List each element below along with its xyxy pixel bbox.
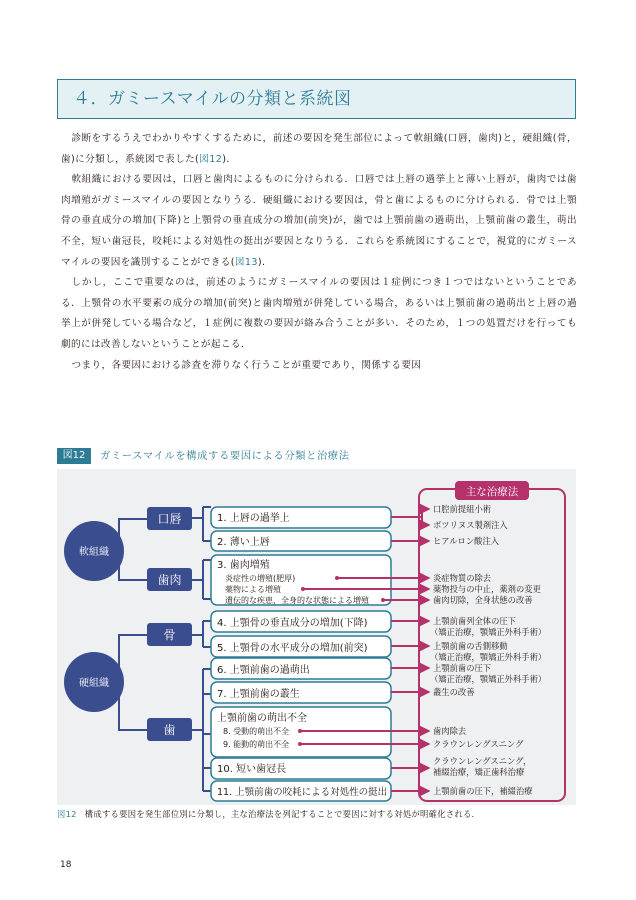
figure-caption (57, 807, 576, 821)
treatment-item: （矯正治療，顎矯正外科手術） (430, 674, 547, 684)
treatment-item: ボツリヌス製剤注入 (433, 520, 508, 530)
factor-3-sub-3: 遺伝的な疾患，全身的な状態による増殖 (225, 596, 369, 605)
tissue-label-hard: 硬組織 (79, 678, 109, 689)
body-text (61, 129, 577, 376)
paragraph-text: 診断をするうえでわかりやすくするために，前述の要因を発生部位によって軟組織(口唇，歯肉)と，硬組織(骨，歯)に分類し，系統図で表した( (61, 133, 577, 165)
site-label-bone: 骨 (163, 628, 176, 642)
treatment-item: 叢生の改善 (433, 687, 475, 697)
site-label-lip: 口唇 (157, 512, 182, 526)
treatment-item: 上顎前歯列全体の圧下 (433, 616, 516, 626)
paragraph-end: )． (222, 153, 237, 165)
treatments-title: 主な治療法 (465, 486, 519, 498)
paragraph: つまり，各要因における診査を滞りなく行うことが重要であり，関係する要因 (71, 359, 422, 371)
treatment-item: 薬物投与の中止，薬剤の変更 (433, 584, 541, 594)
treatment-item: ヒアルロン酸注入 (433, 536, 500, 546)
treatment-item: 補綴治療，矯正歯科治療 (433, 767, 525, 777)
page-number: 18 (60, 860, 72, 870)
factor-8: 8. 受動的萌出不全 (223, 727, 290, 736)
factor-10: 10. 短い歯冠長 (217, 764, 287, 775)
treatment-item: 上顎前歯の圧下 (433, 663, 492, 673)
connector-dot (298, 729, 302, 733)
connector-dot (381, 598, 385, 602)
treatment-item: 炎症物質の除去 (433, 573, 492, 583)
figure-reference[interactable]: 図12 (199, 153, 223, 165)
factor-boxes (211, 507, 391, 801)
treatment-item: （矯正治療，顎矯正外科手術） (430, 627, 547, 637)
paragraph (61, 129, 577, 170)
treatment-item: 歯肉切除，全身状態の改善 (433, 595, 533, 605)
figure-title: ガミースマイルを構成する要因による分類と治療法 (100, 450, 350, 462)
factor-2: 2. 薄い上唇 (217, 537, 270, 548)
treatment-item: クラウンレングスニング (433, 739, 524, 749)
treatment-item: 歯肉除去 (433, 726, 467, 736)
factor-5: 5. 上顎骨の水平成分の増加(前突) (217, 643, 368, 654)
section-title: ４．ガミースマイルの分類と系統図 (57, 79, 576, 119)
paragraph-text: 軟組織における要因は，口唇と歯肉によるものに分けられる．口唇では上唇の過挙上と薄い上唇が，歯肉では歯肉増殖がガミースマイルの要因となりうる．硬組織における要因は，骨と歯によるものに分けられる．骨では上顎骨の垂直成分の増加(下降)と上顎骨の垂直成分の増加(前突)が，歯では上顎前歯の過萌出，上顎前歯の叢生，萌出不全，短い歯冠長，咬耗による対処性の挺出が要因となりうる．これらを系統図にすることで，視覚的にガミースマイルの要因を識別することができる( (61, 174, 577, 268)
factor-1: 1. 上唇の過挙上 (217, 513, 290, 524)
treatment-item: 上顎前歯の圧下，補綴治療 (433, 786, 533, 796)
site-label-gingiva: 歯肉 (157, 573, 182, 587)
factor-3: 3. 歯肉増殖 (217, 560, 270, 571)
caption-text: 構成する要因を発生部位別に分類し，主な治療法を列記することで要因に対する対処が明確化される． (84, 809, 481, 819)
treatment-item: 上顎前歯の舌側移動 (433, 641, 508, 651)
factor-6: 6. 上顎前歯の過萌出 (217, 665, 310, 676)
treatment-item: （矯正治療，顎矯正外科手術） (430, 652, 547, 662)
factor-3-sub-2: 薬物による増殖 (225, 585, 281, 594)
factor-7: 7. 上顎前歯の叢生 (217, 689, 300, 700)
figure-reference[interactable]: 図13 (234, 256, 258, 268)
factor-9: 9. 能動的萌出不全 (223, 740, 290, 749)
factor-8-9-title: 上顎前歯の萌出不全 (217, 713, 307, 724)
treatment-item: 口腔前提組小術 (433, 504, 492, 514)
site-label-tooth: 歯 (163, 723, 176, 737)
diagram-svg (57, 469, 576, 805)
connector-dot (301, 587, 305, 591)
classification-diagram (57, 469, 576, 805)
caption-figure-number: 図12 (57, 809, 77, 819)
factor-11: 11. 上顎前歯の咬耗による対処性の挺出 (217, 787, 388, 798)
connector-dot (335, 576, 339, 580)
treatment-item: クラウンレングスニング， (433, 756, 532, 766)
factor-3-sub-1: 炎症性の増殖(肥厚) (225, 574, 296, 583)
paragraph (61, 170, 577, 273)
connector-dot (298, 742, 302, 746)
tissue-label-soft: 軟組織 (79, 547, 109, 558)
paragraph: しかし，ここで重要なのは，前述のようにガミースマイルの要因は１症例につき１つではないということである．上顎骨の水平要素の成分の増加(前突)と歯肉増殖が併発している場合，あるいは上顎前歯の過萌出と上唇の過挙上が併発している場合など，１症例に複数の要因が絡み合うことが多い．そのため，１つの処置だけを行っても劇的には改善しないということが起こる． (61, 277, 577, 350)
figure-tag: 図12 (57, 448, 91, 464)
factor-4: 4. 上顎骨の垂直成分の増加(下降) (217, 618, 368, 629)
paragraph-end: )． (257, 256, 273, 268)
